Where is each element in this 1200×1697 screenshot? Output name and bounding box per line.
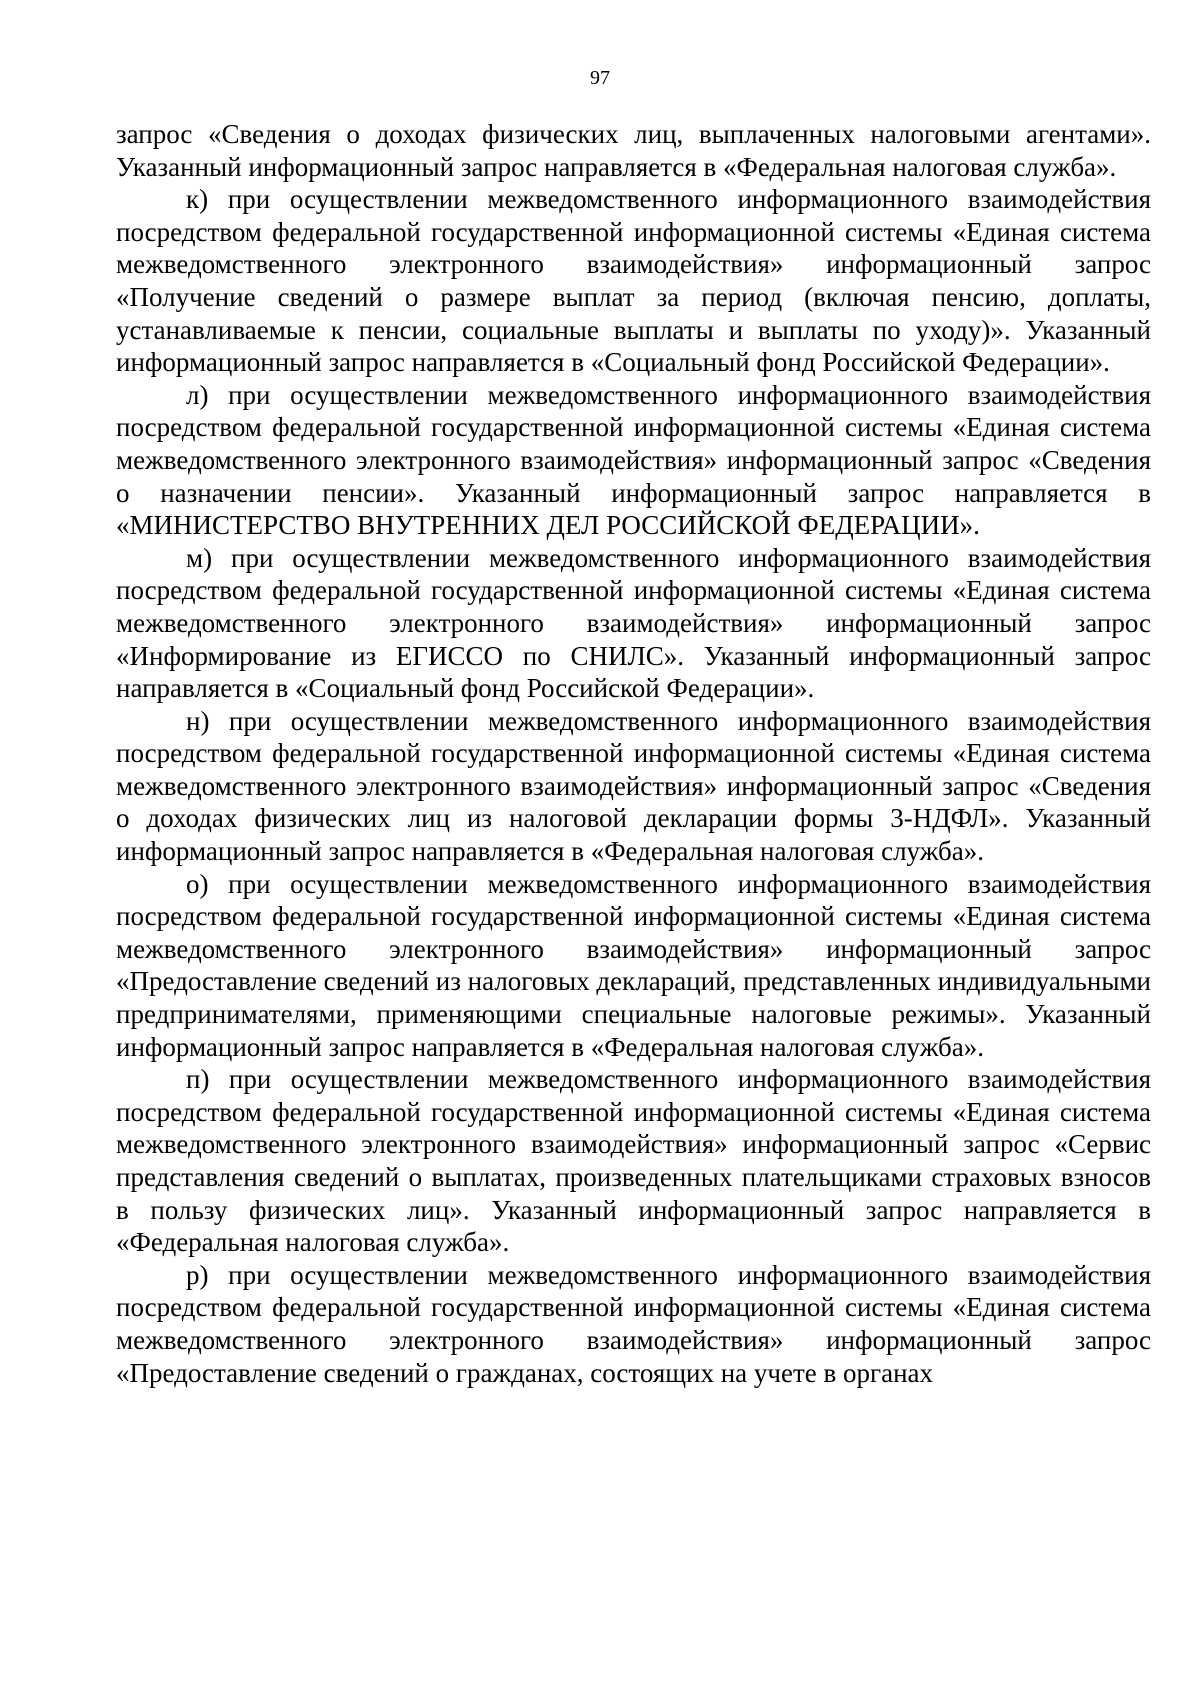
paragraph-continuation: запрос «Сведения о доходах физических лиц, выплаченных налоговыми агентами». Указанный информационный запрос направляется в «Федеральная налоговая служба». xyxy=(116,119,1151,182)
paragraph-item-k: к) при осуществлении межведомственного информационного взаимодействия посредством федеральной государственной информационной системы «Единая система межведомственного электронного взаимодействия» информационный запрос «Получение сведений о размере выплат за период (включая пенсию, доплаты, устанавливаемые к пенсии, социальные выплаты и выплаты по уходу)». Указанный информационный запрос направляется в «Социальный фонд Российской Федерации». xyxy=(116,184,1151,378)
paragraph-item-p: п) при осуществлении межведомственного информационного взаимодействия посредством федеральной государственной информационной системы «Единая система межведомственного электронного взаимодействия» информационный запрос «Сервис представления сведений о выплатах, произведенных плательщиками страховых взносов в пользу физических лиц». Указанный информационный запрос направляется в «Федеральная налоговая служба». xyxy=(116,1064,1151,1258)
paragraph-item-m: м) при осуществлении межведомственного информационного взаимодействия посредством федеральной государственной информационной системы «Единая система межведомственного электронного взаимодействия» информационный запрос «Информирование из ЕГИССО по СНИЛС». Указанный информационный запрос направляется в «Социальный фонд Российской Федерации». xyxy=(116,542,1151,704)
paragraph-item-o: о) при осуществлении межведомственного информационного взаимодействия посредством федеральной государственной информационной системы «Единая система межведомственного электронного взаимодействия» информационный запрос «Предоставление сведений из налоговых деклараций, представленных индивидуальными предпринимателями, применяющими специальные налоговые режимы». Указанный информационный запрос направляется в «Федеральная налоговая служба». xyxy=(116,868,1151,1062)
paragraph-item-n: н) при осуществлении межведомственного информационного взаимодействия посредством федеральной государственной информационной системы «Единая система межведомственного электронного взаимодействия» информационный запрос «Сведения о доходах физических лиц из налоговой декларации формы 3-НДФЛ». Указанный информационный запрос направляется в «Федеральная налоговая служба». xyxy=(116,705,1151,867)
page-number: 97 xyxy=(590,67,610,89)
paragraph-item-r: р) при осуществлении межведомственного информационного взаимодействия посредством федеральной государственной информационной системы «Единая система межведомственного электронного взаимодействия» информационный запрос «Предоставление сведений о гражданах, состоящих на учете в органах xyxy=(116,1259,1151,1388)
document-body xyxy=(116,118,1151,1389)
paragraph-item-l: л) при осуществлении межведомственного информационного взаимодействия посредством федеральной государственной информационной системы «Единая система межведомственного электронного взаимодействия» информационный запрос «Сведения о назначении пенсии». Указанный информационный запрос направляется в «МИНИСТЕРСТВО ВНУТРЕННИХ ДЕЛ РОССИЙСКОЙ ФЕДЕРАЦИИ». xyxy=(116,379,1151,541)
